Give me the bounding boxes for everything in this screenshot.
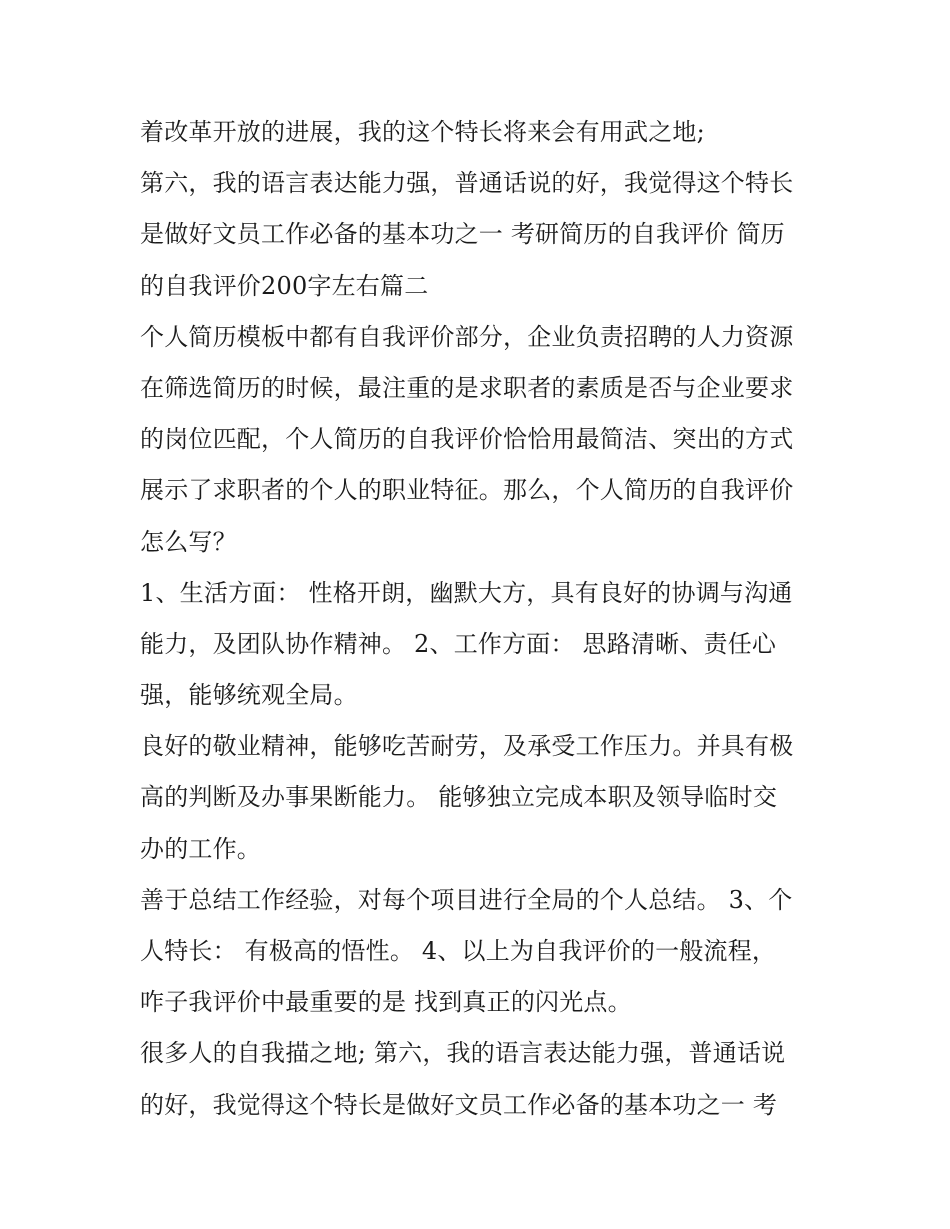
text-line: 很多人的自我描之地; 第六，我的语言表达能力强，普通话说: [140, 1039, 786, 1068]
text-line: 第六，我的语言表达能力强，普通话说的好，我觉得这个特长: [140, 169, 794, 198]
text-line: 着改革开放的进展，我的这个特长将来会有用武之地;: [140, 118, 705, 146]
text-line: 善于总结工作经验，对每个项目进行全局的个人总结。 3、个: [140, 885, 793, 914]
text-line: 的岗位匹配，个人简历的自我评价恰恰用最简洁、突出的方式: [140, 425, 794, 454]
text-line: 展示了求职者的个人的职业特征。那么，个人简历的自我评价: [140, 476, 794, 505]
text-line: 是做好文员工作必备的基本功之一 考研简历的自我评价 简历: [140, 220, 785, 249]
text-line: 良好的敬业精神，能够吃苦耐劳，及承受工作压力。并具有极: [140, 732, 794, 761]
text-line: 个人简历模板中都有自我评价部分，企业负责招聘的人力资源: [140, 322, 794, 351]
text-line: 办的工作。: [140, 834, 261, 863]
text-line: 能力，及团队协作精神。 2、工作方面： 思路清晰、责任心: [140, 629, 777, 658]
body-text: [140, 107, 830, 1131]
text-line: 的好，我觉得这个特长是做好文员工作必备的基本功之一 考: [140, 1090, 778, 1119]
text-line: 1、生活方面： 性格开朗，幽默大方，具有良好的协调与沟通: [140, 578, 793, 607]
text-line: 咋子我评价中最重要的是 找到真正的闪光点。: [140, 988, 632, 1017]
text-line: 强，能够统观全局。: [140, 681, 358, 710]
text-line: 怎么写？: [140, 527, 237, 556]
text-line: 的自我评价200字左右篇二: [140, 271, 429, 300]
text-line: 人特长： 有极高的悟性。 4、以上为自我评价的一般流程，: [140, 937, 777, 965]
text-line: 高的判断及办事果断能力。 能够独立完成本职及领导临时交: [140, 783, 778, 812]
text-line: 在筛选简历的时候，最注重的是求职者的素质是否与企业要求: [140, 373, 794, 402]
